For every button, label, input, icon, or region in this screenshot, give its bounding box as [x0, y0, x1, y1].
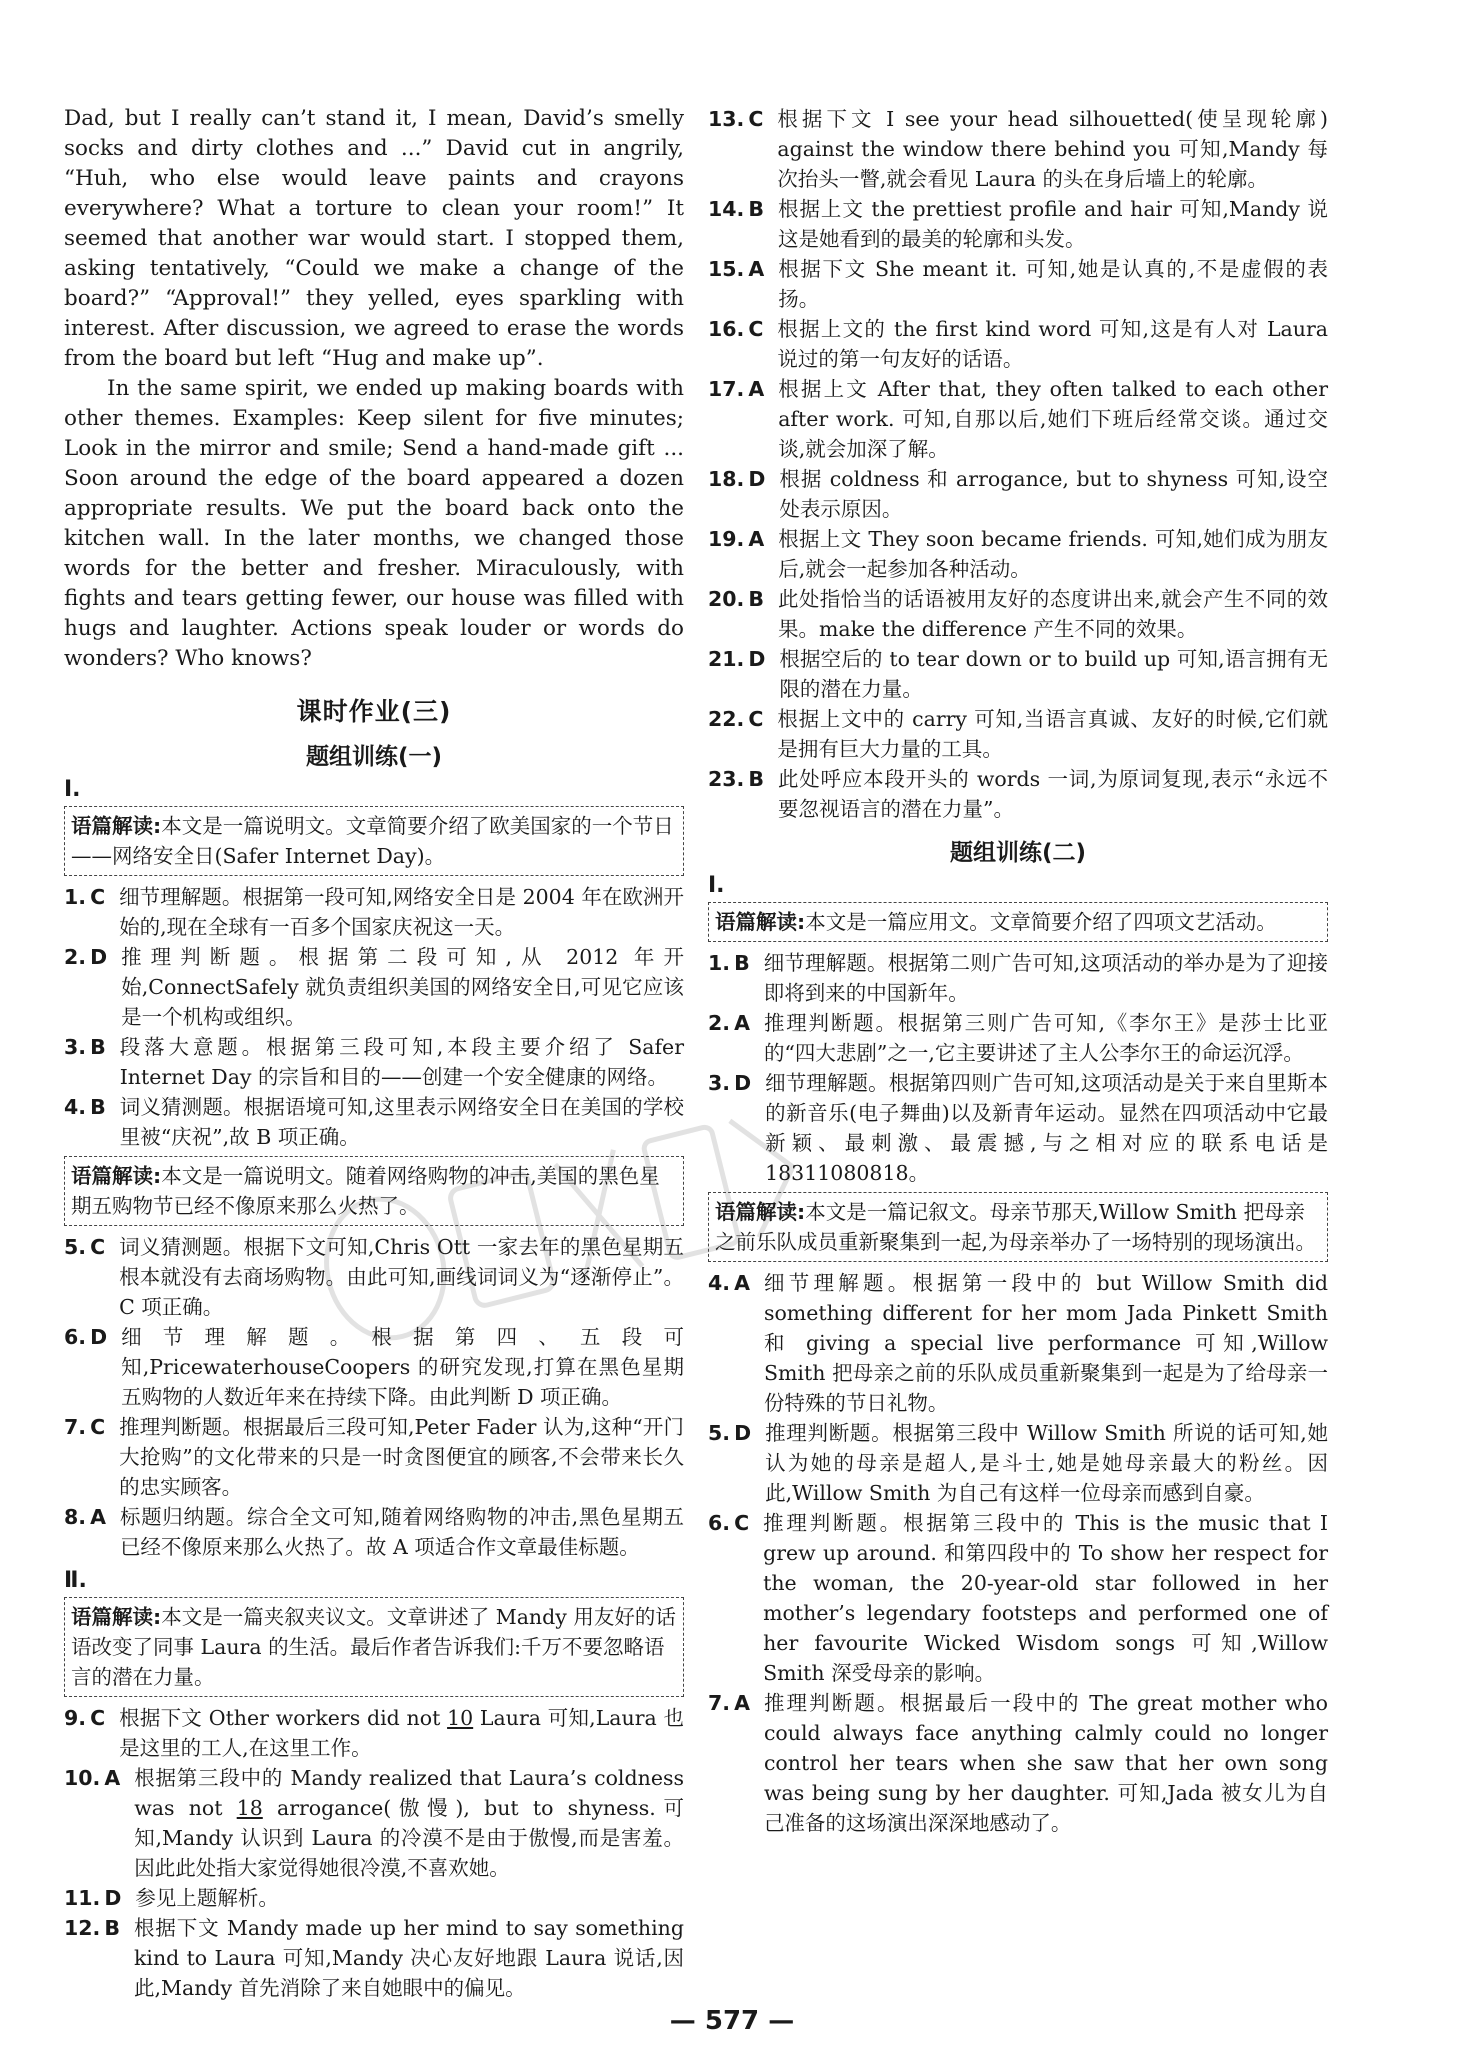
- item-number: 1.: [708, 951, 731, 975]
- item-number: 14.: [708, 197, 745, 221]
- item-number: 2.: [708, 1011, 731, 1035]
- answer-item: [708, 1418, 1328, 1508]
- answer-letter: B: [90, 1095, 106, 1119]
- item-number: 6.: [64, 1325, 87, 1349]
- item-number: 13.: [708, 107, 745, 131]
- note-tag: 语篇解读:: [71, 1605, 162, 1629]
- answer-item: [64, 1412, 684, 1502]
- answer-letter: B: [748, 587, 764, 611]
- passage-note-box: [64, 1156, 684, 1226]
- page-number-value: 577: [704, 2006, 760, 2036]
- explanation-text: 细节理解题。根据第四则广告可知,这项活动是关于来自里斯本的新音乐(电子舞曲)以及新青年运动。显然在四项活动中它最新颖、最刺激、最震撼,与之相对应的联系电话是 18311080818。: [765, 1071, 1328, 1185]
- group-heading-1: 题组训练(一): [305, 744, 443, 770]
- answer-item: [708, 1068, 1328, 1188]
- note-text: 本文是一篇说明文。文章简要介绍了欧美国家的一个节日——网络安全日(Safer Internet Day)。: [71, 814, 674, 868]
- note-tag: 语篇解读:: [71, 1164, 162, 1188]
- explanation-text: 根据下文 I see your head silhouetted(使呈现轮廓) against the window there behind you 可知,Mandy 每次抬头一瞥,就会看见 Laura 的头在身后墙上的轮廓。: [777, 107, 1328, 191]
- item-number: 9.: [64, 1706, 87, 1730]
- answer-item: [708, 464, 1328, 524]
- answer-item: [708, 104, 1328, 194]
- text-after-blank: Laura 可知,Laura 也是这里的工人,在这里工作。: [119, 1706, 684, 1760]
- answer-item: [64, 1092, 684, 1152]
- item-number: 22.: [708, 707, 745, 731]
- passage-paragraph-2: In the same spirit, we ended up making boards with other themes. Examples: Keep silent for five minutes; Look in the mirror and smile; Send a hand-made gift ... Soon around the edge of the board appeared a dozen appropriate results. We put the board back onto the kitchen wall. In the later months, we changed those words for the better and fresher. Miraculously, with fights and tears getting fewer, our house was filled with hugs and laughter. Actions speak louder or words do wonders? Who knows?: [64, 376, 684, 671]
- answer-item: [64, 1763, 684, 1883]
- answer-item: [64, 1322, 684, 1412]
- item-number: 5.: [708, 1421, 731, 1445]
- answer-letter: A: [104, 1766, 121, 1790]
- explanation-text: 词义猜测题。根据下文可知,Chris Ott 一家去年的黑色星期五根本就没有去商场购物。由此可知,画线词词义为“逐渐停止”。C 项正确。: [119, 1235, 684, 1319]
- item-number: 12.: [64, 1916, 101, 1940]
- explanation-text: 段落大意题。根据第三段可知,本段主要介绍了 Safer Internet Day 的宗旨和目的——创建一个安全健康的网络。: [119, 1035, 684, 1089]
- answer-letter: A: [748, 377, 765, 401]
- explanation-text: 根据下文 She meant it. 可知,她是认真的,不是虚假的表扬。: [778, 257, 1328, 311]
- item-number: 2.: [64, 945, 87, 969]
- answer-item: [708, 704, 1328, 764]
- explanation-text: 细节理解题。根据第一段中的 but Willow Smith did something different for her mom Jada Pinkett Smith 和 giving a special live performance 可知,Willow Smith 把母亲之前的乐队成员重新聚集到一起是为了给母亲一份特殊的节日礼物。: [763, 1271, 1328, 1415]
- item-number: 7.: [708, 1691, 731, 1715]
- answer-item: [708, 254, 1328, 314]
- note-text: 本文是一篇夹叙夹议文。文章讲述了 Mandy 用友好的话语改变了同事 Laura 的生活。最后作者告诉我们:千万不要忽略语言的潜在力量。: [71, 1605, 676, 1689]
- explanation-text: 根据上文的 the first kind word 可知,这是有人对 Laura 说过的第一句友好的话语。: [777, 317, 1328, 371]
- explanation-text: 推理判断题。根据最后三段可知,Peter Fader 认为,这种“开门大抢购”的文化带来的只是一时贪图便宜的顾客,不会带来长久的忠实顾客。: [119, 1415, 684, 1499]
- text-after-blank: arrogance(傲慢), but to shyness.可知,Mandy 认识到 Laura 的冷漠不是由于傲慢,而是害羞。因此此处指大家觉得她很冷漠,不喜欢她。: [134, 1796, 684, 1880]
- passage-note-box: [64, 1597, 684, 1697]
- answer-item: [64, 1883, 684, 1913]
- answer-letter: A: [734, 1691, 750, 1715]
- explanation-text: 推理判断题。根据第三段中的 This is the music that I grew up around. 和第四段中的 To show her respect for the woman, the 20-year-old star followed in her mother’s legendary footsteps and performed one of her favourite Wicked Wisdom songs 可知,Willow Smith 深受母亲的影响。: [763, 1511, 1328, 1685]
- item-number: 5.: [64, 1235, 87, 1259]
- note-text: 本文是一篇应用文。文章简要介绍了四项文艺活动。: [805, 910, 1277, 934]
- note-tag: 语篇解读:: [71, 814, 162, 838]
- lesson-heading: 课时作业(三): [296, 697, 452, 726]
- item-number: 8.: [64, 1505, 87, 1529]
- note-text: 本文是一篇记叙文。母亲节那天,Willow Smith 把母亲之前乐队成员重新聚集到一起,为母亲举办了一场特别的现场演出。: [715, 1200, 1317, 1254]
- item-number: 21.: [708, 647, 745, 671]
- answer-letter: C: [748, 107, 764, 131]
- item-number: 4.: [64, 1095, 87, 1119]
- page-number: — 577 —: [669, 2006, 795, 2036]
- answer-item: [708, 194, 1328, 254]
- answer-letter: B: [734, 951, 750, 975]
- answer-item: [64, 1032, 684, 1092]
- blank-number: 10: [447, 1706, 474, 1730]
- answer-item: [708, 314, 1328, 374]
- answer-letter: B: [90, 1035, 106, 1059]
- answer-letter: D: [734, 1421, 752, 1445]
- explanation-text: 词义猜测题。根据语境可知,这里表示网络安全日在美国的学校里被“庆祝”,故 B 项正确。: [119, 1095, 684, 1149]
- passage-note-box: [64, 806, 684, 876]
- answer-item: [708, 584, 1328, 644]
- item-number: 7.: [64, 1415, 87, 1439]
- answer-letter: C: [90, 1706, 106, 1730]
- explanation-text: 根据下文 Mandy made up her mind to say something kind to Laura 可知,Mandy 决心友好地跟 Laura 说话,因此,Mandy 首先消除了来自她眼中的偏见。: [133, 1916, 684, 2000]
- section-2-label: Ⅱ.: [64, 1568, 87, 1593]
- answer-letter: A: [734, 1271, 750, 1295]
- item-number: 11.: [64, 1886, 101, 1910]
- answer-letter: C: [90, 885, 106, 909]
- answer-item: [708, 524, 1328, 584]
- answer-letter: B: [104, 1916, 120, 1940]
- section-3-label: Ⅰ.: [708, 873, 725, 898]
- explanation-text: 推理判断题。根据第三段中 Willow Smith 所说的话可知,她认为她的母亲是超人,是斗士,她是她母亲最大的粉丝。因此,Willow Smith 为自己有这样一位母亲而感到自豪。: [765, 1421, 1328, 1505]
- text-before-blank: 根据第三段中的 Mandy realized that Laura’s coldness was not: [134, 1766, 684, 1820]
- answer-item: [64, 1502, 684, 1562]
- item-number: 3.: [708, 1071, 731, 1095]
- answer-letter: C: [90, 1415, 106, 1439]
- note-tag: 语篇解读:: [715, 1200, 806, 1224]
- item-number: 23.: [708, 767, 745, 791]
- item-number: 20.: [708, 587, 745, 611]
- answer-item: [708, 948, 1328, 1008]
- answer-letter: D: [748, 647, 766, 671]
- passage-note-box: [708, 1192, 1328, 1262]
- item-number: 6.: [708, 1511, 731, 1535]
- answer-letter: B: [748, 767, 764, 791]
- answer-letter: A: [748, 527, 765, 551]
- explanation-text: 推理判断题。根据第二段可知,从 2012 年开始,ConnectSafely 就负责组织美国的网络安全日,可见它应该是一个机构或组织。: [121, 945, 684, 1029]
- answer-item: [708, 644, 1328, 704]
- passage-paragraph-1: Dad, but I really can’t stand it, I mean, David’s smelly socks and dirty clothes and ...” David cut in angrily, “Huh, who else would leave paints and crayons everywhere? What a torture to clean your room!” It seemed that another war would start. I stopped them, asking tentatively, “Could we make a change of the board?” “Approval!” they yelled, eyes sparkling with interest. After discussion, we agreed to erase the words from the board but left “Hug and make up”.: [64, 106, 684, 371]
- item-number: 10.: [64, 1766, 101, 1790]
- passage-note-box: [708, 902, 1328, 942]
- answer-letter: D: [748, 467, 766, 491]
- answer-letter: B: [748, 197, 764, 221]
- item-number: 17.: [708, 377, 745, 401]
- explanation-text: 细节理解题。根据第一段可知,网络安全日是 2004 年在欧洲开始的,现在全球有一百多个国家庆祝这一天。: [119, 885, 684, 939]
- answer-letter: A: [748, 257, 765, 281]
- note-tag: 语篇解读:: [715, 910, 806, 934]
- explanation-text: [119, 1703, 684, 1763]
- explanation-text: 根据上文 the prettiest profile and hair 可知,Mandy 说这是她看到的最美的轮廓和头发。: [777, 197, 1328, 251]
- group-heading-2: 题组训练(二): [949, 840, 1087, 866]
- answer-item: [708, 764, 1328, 824]
- answer-letter: D: [90, 945, 108, 969]
- answer-item: [64, 1232, 684, 1322]
- answer-letter: D: [90, 1325, 108, 1349]
- explanation-text: 根据空后的 to tear down or to build up 可知,语言拥有无限的潜在力量。: [779, 647, 1328, 701]
- explanation-text: 根据 coldness 和 arrogance, but to shyness 可知,设空处表示原因。: [779, 467, 1328, 521]
- item-number: 3.: [64, 1035, 87, 1059]
- answer-item: [708, 1688, 1328, 1838]
- explanation-text: 此处呼应本段开头的 words 一词,为原词复现,表示“永远不要忽视语言的潜在力量”。: [777, 767, 1328, 821]
- answer-letter: A: [734, 1011, 750, 1035]
- item-number: 19.: [708, 527, 745, 551]
- answer-letter: C: [748, 707, 764, 731]
- answer-item: [708, 1008, 1328, 1068]
- answer-item: [708, 1268, 1328, 1418]
- item-number: 4.: [708, 1271, 731, 1295]
- explanation-text: 推理判断题。根据最后一段中的 The great mother who could always face anything calmly could no longer control her tears when she saw that her own song was being sung by her daughter. 可知,Jada 被女儿为自己准备的这场演出深深地感动了。: [763, 1691, 1328, 1835]
- answer-letter: D: [734, 1071, 752, 1095]
- answer-item: [64, 1913, 684, 2003]
- item-number: 18.: [708, 467, 745, 491]
- explanation-text: 推理判断题。根据第三则广告可知,《李尔王》是莎士比亚的“四大悲剧”之一,它主要讲述了主人公李尔王的命运沉浮。: [763, 1011, 1328, 1065]
- item-number: 16.: [708, 317, 745, 341]
- left-column: [64, 104, 684, 2003]
- explanation-text: 根据上文中的 carry 可知,当语言真诚、友好的时候,它们就是拥有巨大力量的工具。: [777, 707, 1328, 761]
- answer-item: [708, 1508, 1328, 1688]
- answer-letter: C: [90, 1235, 106, 1259]
- explanation-text: 根据上文 They soon became friends. 可知,她们成为朋友后,就会一起参加各种活动。: [778, 527, 1328, 581]
- answer-letter: A: [90, 1505, 106, 1529]
- item-number: 1.: [64, 885, 87, 909]
- answer-item: [64, 882, 684, 942]
- explanation-text: 此处指恰当的话语被用友好的态度讲出来,就会产生不同的效果。make the difference 产生不同的效果。: [777, 587, 1328, 641]
- blank-number: 18: [236, 1796, 263, 1820]
- right-column: [708, 104, 1328, 1838]
- explanation-text: 细节理解题。根据第四、五段可知,PricewaterhouseCoopers 的研究发现,打算在黑色星期五购物的人数近年来在持续下降。由此判断 D 项正确。: [121, 1325, 684, 1409]
- explanation-text: 细节理解题。根据第二则广告可知,这项活动的举办是为了迎接即将到来的中国新年。: [763, 951, 1328, 1005]
- explanation-text: 根据上文 After that, they often talked to each other after work. 可知,自那以后,她们下班后经常交谈。通过交谈,就会加深了解。: [778, 377, 1328, 461]
- explanation-text: 标题归纳题。综合全文可知,随着网络购物的冲击,黑色星期五已经不像原来那么火热了。故 A 项适合作文章最佳标题。: [119, 1505, 684, 1559]
- answer-item: [64, 942, 684, 1032]
- item-number: 15.: [708, 257, 745, 281]
- text-before-blank: 根据下文 Other workers did not: [119, 1706, 448, 1730]
- section-1-label: Ⅰ.: [64, 777, 81, 802]
- answer-letter: C: [734, 1511, 750, 1535]
- explanation-text: [134, 1763, 684, 1883]
- answer-letter: C: [748, 317, 764, 341]
- note-text: 本文是一篇说明文。随着网络购物的冲击,美国的黑色星期五购物节已经不像原来那么火热了。: [71, 1164, 660, 1218]
- answer-item: [708, 374, 1328, 464]
- answer-item: [64, 1703, 684, 1763]
- answer-letter: D: [104, 1886, 122, 1910]
- explanation-text: 参见上题解析。: [135, 1886, 279, 1910]
